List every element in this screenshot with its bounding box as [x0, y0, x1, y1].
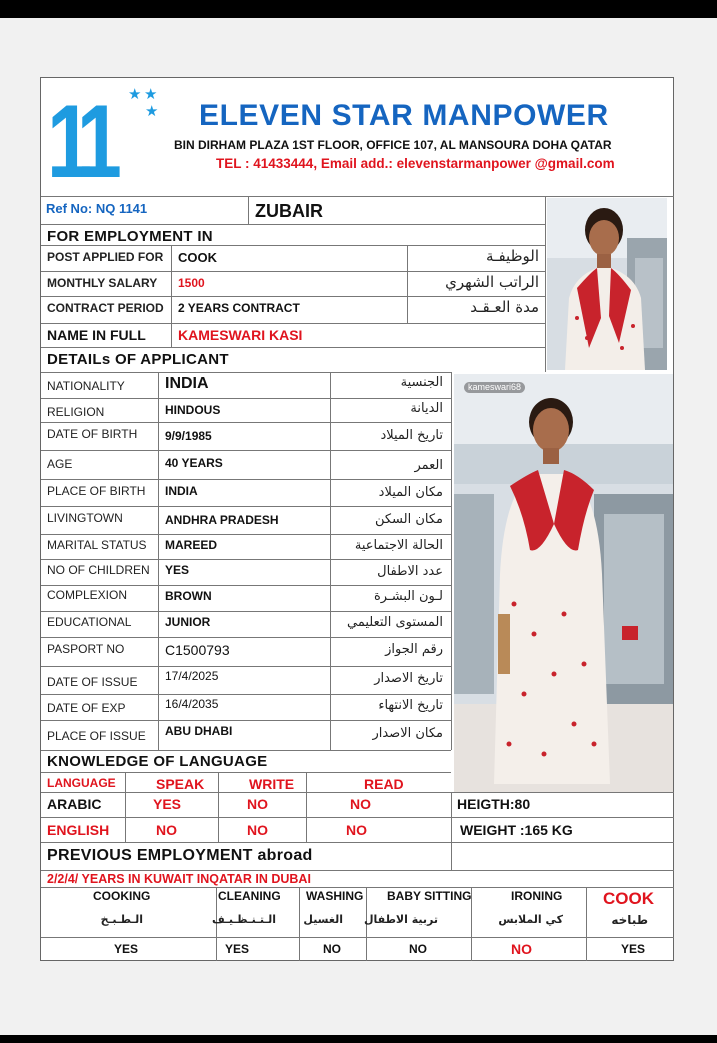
skill-cooking-label: COOKING — [93, 889, 151, 903]
language-english-name: ENGLISH — [47, 822, 110, 838]
post-applied-value: COOK — [178, 250, 217, 265]
height-value: HEIGTH:80 — [457, 796, 531, 812]
skill-cooking-arabic: الـطـبـخ — [100, 913, 143, 926]
passport-arabic: رقم الجواز — [385, 642, 443, 657]
issue-date-label: DATE OF ISSUE — [47, 675, 138, 689]
place-of-issue-value: ABU DHABI — [165, 724, 233, 738]
complexion-label: COMPLEXION — [47, 588, 128, 602]
language-col-language: LANGUAGE — [47, 776, 116, 790]
skill-washing-label: WASHING — [306, 889, 364, 903]
skill-cooking-value: YES — [114, 942, 139, 956]
children-arabic: عدد الاطفال — [377, 564, 443, 579]
education-arabic: المستوى التعليمي — [347, 615, 443, 630]
skill-babysitting-arabic: تربية الاطفال — [363, 913, 438, 926]
religion-label: RELIGION — [47, 405, 105, 419]
contract-arabic: مدة العـقـد — [470, 298, 539, 316]
education-label: EDUCATIONAL — [47, 615, 132, 629]
contract-value: 2 YEARS CONTRACT — [178, 301, 300, 315]
company-logo — [47, 84, 165, 200]
top-black-bar — [0, 0, 717, 18]
education-value: JUNIOR — [165, 615, 211, 629]
weight-value: WEIGHT :165 KG — [460, 822, 573, 838]
age-arabic: العمر — [414, 458, 443, 473]
full-name-value: KAMESWARI KASI — [178, 327, 303, 343]
company-contact: TEL : 41433444, Email add.: elevenstarmanpower @gmail.com — [216, 156, 615, 171]
language-col-write: WRITE — [249, 776, 295, 792]
photo-username-caption: kameswari68 — [464, 382, 525, 393]
children-value: YES — [165, 563, 190, 577]
logo-star-icon: ★ — [144, 86, 158, 103]
logo-star-icon: ★ — [128, 86, 142, 103]
employment-heading: FOR EMPLOYMENT IN — [47, 228, 213, 245]
skill-ironing-arabic: كي الملابس — [498, 913, 563, 926]
place-of-issue-label: PLACE OF ISSUE — [47, 729, 146, 743]
salary-arabic: الراتب الشهري — [445, 273, 539, 291]
expiry-date-arabic: تاريخ الانتهاء — [378, 698, 443, 713]
skill-washing-arabic: الغسيل — [303, 913, 343, 926]
passport-value: C1500793 — [165, 642, 230, 658]
dob-arabic: تاريخ الميلاد — [380, 428, 443, 443]
salary-value: 1500 — [178, 276, 205, 290]
marital-status-value: MAREED — [165, 538, 218, 552]
expiry-date-value: 16/4/2035 — [165, 697, 219, 711]
language-col-read: READ — [364, 776, 404, 792]
complexion-arabic: لـون البشـرة — [373, 589, 443, 604]
skill-cleaning-arabic: الـتـنـظـيـف — [212, 913, 276, 926]
company-name: ELEVEN STAR MANPOWER — [199, 99, 609, 132]
logo-star-icon: ★ — [145, 103, 159, 120]
skill-ironing-label: IRONING — [511, 889, 563, 903]
religion-arabic: الديانة — [410, 401, 443, 416]
religion-value: HINDOUS — [165, 403, 221, 417]
issue-date-value: 17/4/2025 — [165, 669, 219, 683]
livingtown-arabic: مكان السكن — [374, 512, 443, 527]
place-of-birth-value: INDIA — [165, 484, 198, 498]
language-arabic-write: NO — [247, 796, 268, 812]
complexion-value: BROWN — [165, 589, 212, 603]
expiry-date-label: DATE OF EXP — [47, 701, 126, 715]
skill-cleaning-label: CLEANING — [218, 889, 281, 903]
skill-cook-label: COOK — [603, 889, 654, 908]
place-of-birth-arabic: مكان الميلاد — [378, 485, 443, 500]
place-of-issue-arabic: مكان الاصدار — [372, 726, 443, 741]
previous-employment-heading: PREVIOUS EMPLOYMENT abroad — [47, 847, 313, 864]
applicant-full-photo — [454, 374, 673, 792]
skill-ironing-value: NO — [511, 941, 532, 957]
language-arabic-name: ARABIC — [47, 796, 102, 812]
place-of-birth-label: PLACE OF BIRTH — [47, 484, 146, 498]
bottom-black-bar — [0, 1035, 717, 1043]
language-heading: KNOWLEDGE OF LANGUAGE — [47, 753, 268, 770]
dob-value: 9/9/1985 — [165, 429, 212, 443]
salary-label: MONTHLY SALARY — [47, 276, 158, 290]
language-arabic-speak: YES — [153, 796, 182, 812]
skill-babysitting-value: NO — [409, 942, 427, 956]
skill-washing-value: NO — [323, 942, 341, 956]
skill-babysitting-label: BABY SITTING — [387, 889, 472, 903]
passport-label: PASPORT NO — [47, 642, 125, 656]
contract-label: CONTRACT PERIOD — [47, 301, 164, 315]
livingtown-value: ANDHRA PRADESH — [165, 513, 279, 527]
marital-status-arabic: الحالة الاجتماعية — [354, 538, 443, 553]
nationality-value: INDIA — [165, 375, 209, 392]
logo-numeral: 11 — [47, 84, 111, 200]
post-applied-arabic: الوظيفـة — [486, 247, 539, 265]
language-col-speak: SPEAK — [156, 776, 205, 792]
full-name-label: NAME IN FULL — [47, 327, 146, 343]
dob-label: DATE OF BIRTH — [47, 427, 138, 441]
previous-employment-detail: 2/2/4/ YEARS IN KUWAIT INQATAR IN DUBAI — [47, 872, 311, 886]
livingtown-label: LIVINGTOWN — [47, 511, 123, 525]
language-arabic-read: NO — [350, 796, 371, 812]
details-heading: DETAILs OF APPLICANT — [47, 351, 229, 368]
language-english-read: NO — [346, 822, 367, 838]
skill-cleaning-value: YES — [225, 942, 250, 956]
marital-status-label: MARITAL STATUS — [47, 538, 147, 552]
applicant-portrait-photo — [547, 198, 667, 370]
skill-cook-arabic: طباخه — [611, 913, 648, 927]
nationality-arabic: الجنسية — [400, 375, 443, 390]
post-applied-label: POST APPLIED FOR — [47, 250, 164, 264]
age-value: 40 YEARS — [165, 456, 223, 470]
ref-number: Ref No: NQ 1141 — [46, 201, 148, 216]
skill-cook-value: YES — [621, 942, 646, 956]
issue-date-arabic: تاريخ الاصدار — [374, 671, 443, 686]
company-address: BIN DIRHAM PLAZA 1ST FLOOR, OFFICE 107, AL MANSOURA DOHA QATAR — [174, 138, 612, 152]
age-label: AGE — [47, 457, 73, 471]
children-label: NO OF CHILDREN — [47, 563, 150, 577]
nationality-label: NATIONALITY — [47, 379, 125, 393]
cv-document — [40, 77, 674, 961]
agent-name: ZUBAIR — [255, 201, 323, 221]
language-english-write: NO — [247, 822, 268, 838]
language-english-speak: NO — [156, 822, 177, 838]
